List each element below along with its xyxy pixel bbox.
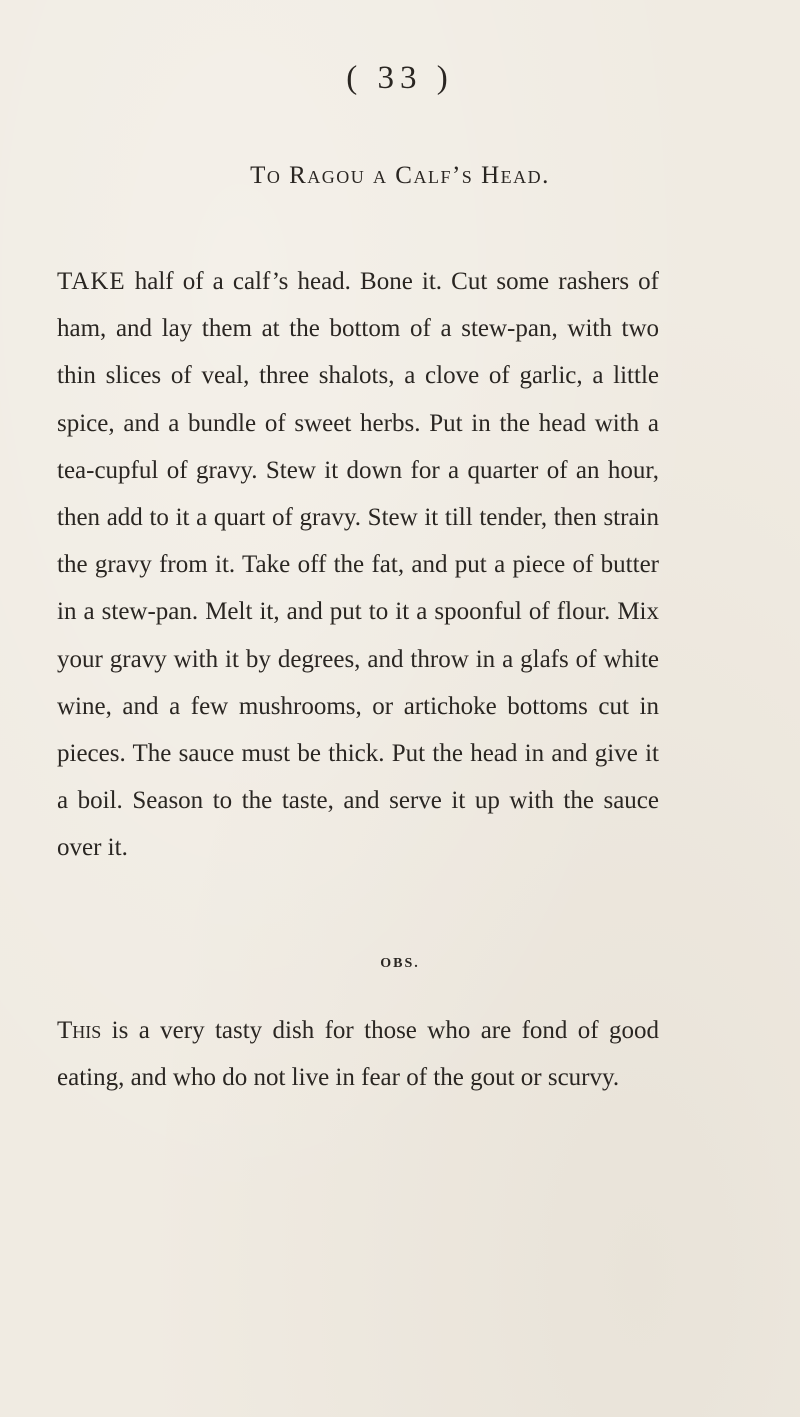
observation-paragraph (57, 1007, 659, 1101)
observation-label: OBS. (380, 956, 420, 971)
observation-first-word: This (57, 1017, 102, 1044)
recipe-paragraph (57, 258, 659, 872)
recipe-body-text: half of a calf’s head. Bone it. Cut some rashers of ham, and lay them at the bottom of a stew-pan, with two thin slices of veal, three shalots, a clove of garlic, a little spice, and a bundle of sweet herbs. Put in the head with a tea-cupful of gravy. Stew it down for a quarter of an hour, then add to it a quart of gravy. Stew it till tender, then strain the gravy from it. Take off the fat, and put a piece of butter in a stew-pan. Melt it, and put to it a spoonful of flour. Mix your gravy with it by degrees, and throw in a glafs of white wine, and a few mushrooms, or artichoke bottoms cut in pieces. The sauce must be thick. Put the head in and give it a boil. Season to the taste, and serve it up with the sauce over it. (57, 268, 659, 862)
recipe-first-word: TAKE (57, 268, 126, 295)
page-number: ( 33 ) (346, 60, 454, 96)
recipe-heading: To Ragou a Calf’s Head. (250, 162, 550, 189)
observation-body-text: is a very tasty dish for those who are fond of good eating, and who do not live in fear of the gout or scurvy. (57, 1017, 659, 1091)
